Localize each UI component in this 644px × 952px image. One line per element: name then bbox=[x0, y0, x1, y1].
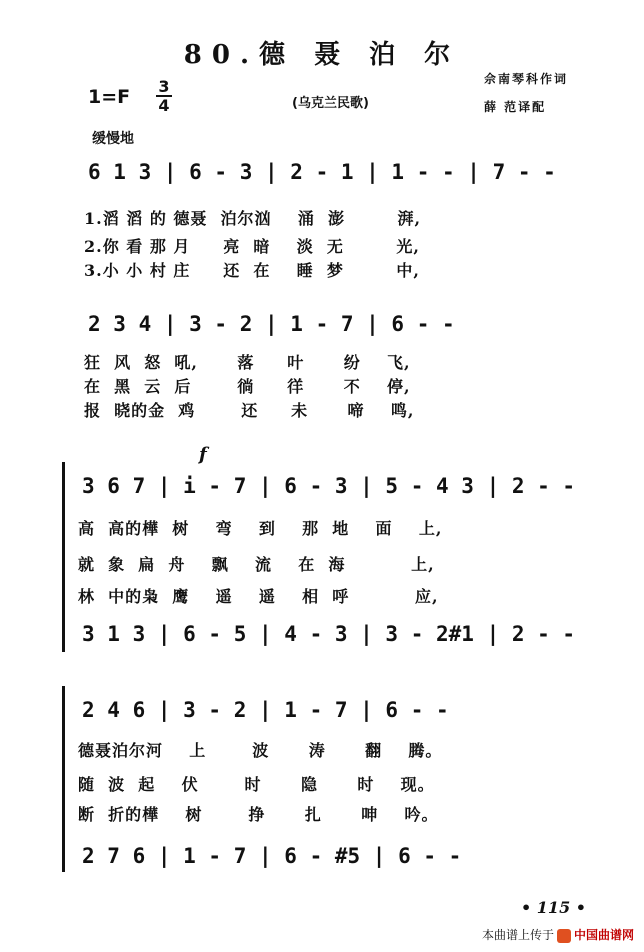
time-sig-numerator: 3 bbox=[156, 78, 172, 97]
lyric-line-2: 就 象 扁 舟 飘 流 在 海 上, bbox=[78, 555, 435, 574]
time-signature bbox=[156, 78, 172, 114]
lyric-line-3: 林 中的枭 鹰 遥 遥 相 呼 应, bbox=[78, 587, 439, 606]
upper-notes-row: 2 4 6 | 3 - 2 | 1 - 7 | 6 - - bbox=[82, 698, 449, 722]
lyric-line-2: 随 波 起 伏 时 隐 时 现。 bbox=[78, 775, 435, 794]
upper-notes-row: 3 6 7 | i - 7 | 6 - 3 | 5 - 4 3 | 2 - - bbox=[82, 474, 576, 498]
page-number: • 115 • bbox=[521, 898, 586, 917]
key-signature: 1=F bbox=[88, 86, 131, 108]
footer-text: 本曲谱上传于 bbox=[481, 928, 554, 942]
tempo-marking: 缓慢地 bbox=[92, 131, 134, 147]
brace-bar bbox=[62, 686, 65, 872]
site-logo-icon bbox=[557, 929, 571, 943]
dynamic-marking: f bbox=[199, 444, 207, 465]
system-3 bbox=[62, 444, 602, 664]
lower-notes-row: 3 1 3 | 6 - 5 | 4 - 3 | 3 - 2#1 | 2 - - bbox=[82, 622, 576, 646]
notes-row: 6 1 3 | 6 - 3 | 2 - 1 | 1 - - | 7 - - bbox=[88, 160, 556, 184]
song-title: 80.德 聂 泊 尔 bbox=[183, 40, 461, 70]
system-2 bbox=[84, 308, 604, 418]
brace-bar bbox=[62, 462, 65, 652]
lyric-line-2: 在 黑 云 后 徜 徉 不 停, bbox=[84, 377, 411, 396]
lyric-line-1: 1.滔 滔 的 德聂 泊尔汹 涌 澎 湃, bbox=[84, 209, 422, 228]
time-sig-denominator: 4 bbox=[158, 96, 170, 115]
lyricist-credit: 佘南琴科作词 bbox=[484, 72, 569, 86]
site-footer bbox=[482, 926, 634, 943]
lower-notes-row: 2 7 6 | 1 - 7 | 6 - #5 | 6 - - bbox=[82, 844, 462, 868]
system-4 bbox=[62, 672, 602, 882]
notes-row: 2 3 4 | 3 - 2 | 1 - 7 | 6 - - bbox=[88, 312, 455, 336]
lyric-line-1: 狂 风 怒 吼, 落 叶 纷 飞, bbox=[84, 353, 411, 372]
lyric-line-1: 高 高的樺 树 弯 到 那 地 面 上, bbox=[78, 519, 443, 538]
arranger-credit: 薛 范译配 bbox=[484, 100, 547, 114]
lyric-line-1: 德聂泊尔河 上 波 涛 翻 腾。 bbox=[78, 741, 443, 760]
system-1 bbox=[84, 156, 604, 280]
genre-label: (乌克兰民歌) bbox=[292, 96, 369, 111]
lyric-line-3: 3.小 小 村 庄 还 在 睡 梦 中, bbox=[84, 261, 420, 280]
lyric-line-2: 2.你 看 那 月 亮 暗 淡 无 光, bbox=[84, 237, 420, 256]
lyric-line-3: 报 晓的金 鸡 还 未 啼 鸣, bbox=[84, 401, 415, 420]
lyric-line-3: 断 折的樺 树 挣 扎 呻 吟。 bbox=[78, 805, 439, 824]
footer-brand-link[interactable]: 中国曲谱网 bbox=[573, 928, 634, 942]
